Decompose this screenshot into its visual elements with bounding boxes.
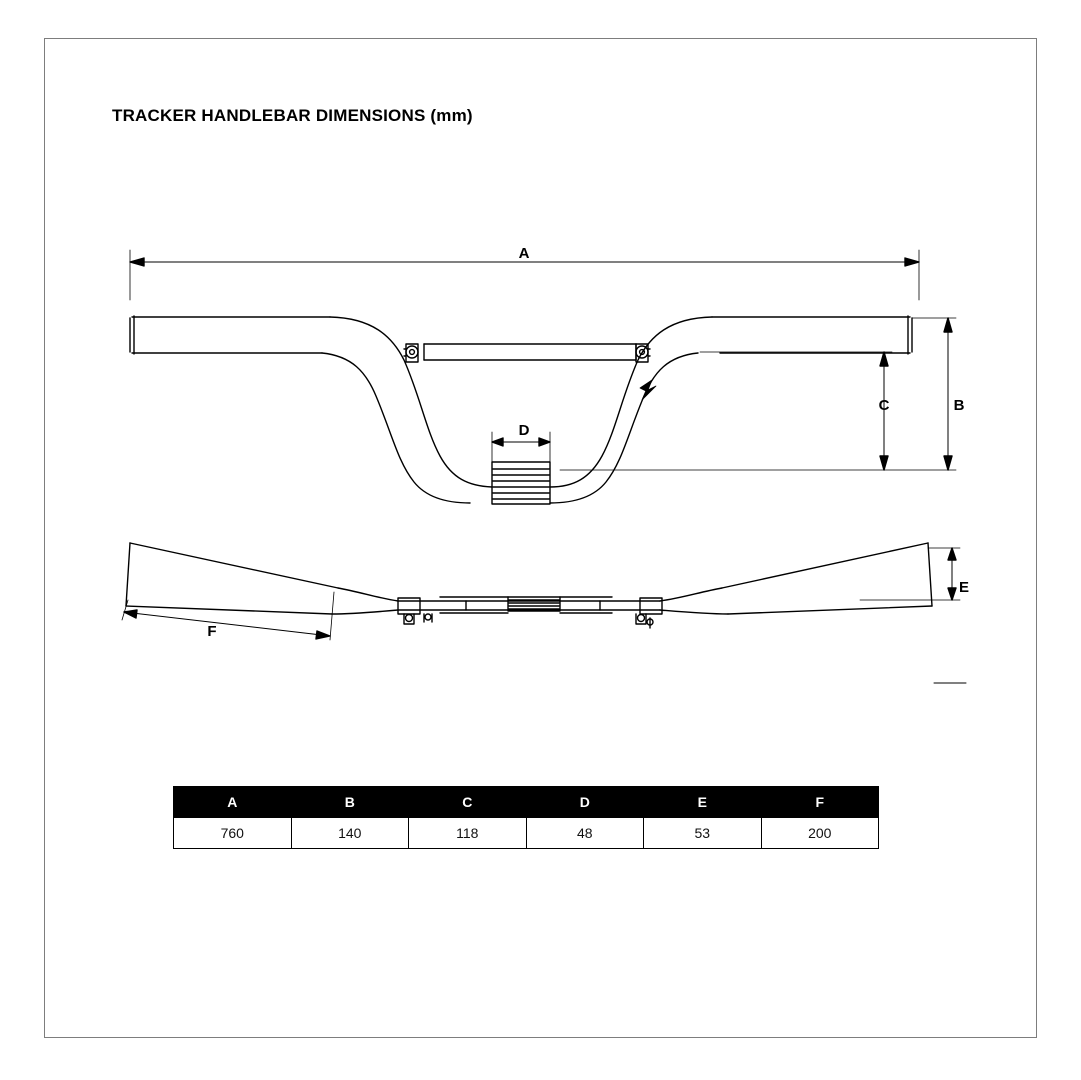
- dimension-label-D: D: [518, 422, 530, 439]
- dimension-label-F: F: [207, 623, 217, 640]
- dimension-label-E: E: [958, 579, 970, 596]
- dimension-table: [173, 786, 879, 849]
- table-cell: 140: [291, 818, 409, 849]
- table-row: [174, 818, 879, 849]
- table-header-cell: F: [761, 787, 879, 818]
- table-cell: 200: [761, 818, 879, 849]
- page-title: TRACKER HANDLEBAR DIMENSIONS (mm): [112, 106, 473, 125]
- dimension-label-C: C: [878, 397, 890, 414]
- table-cell: 118: [409, 818, 527, 849]
- table-header-cell: C: [409, 787, 527, 818]
- table-header-cell: A: [174, 787, 292, 818]
- table-header-cell: D: [526, 787, 644, 818]
- table-header-row: [174, 787, 879, 818]
- table-cell: 48: [526, 818, 644, 849]
- dimension-label-A: A: [518, 245, 530, 262]
- table-header-cell: E: [644, 787, 762, 818]
- table-cell: 760: [174, 818, 292, 849]
- table-cell: 53: [644, 818, 762, 849]
- table-header-cell: B: [291, 787, 409, 818]
- dimension-label-B: B: [953, 397, 965, 414]
